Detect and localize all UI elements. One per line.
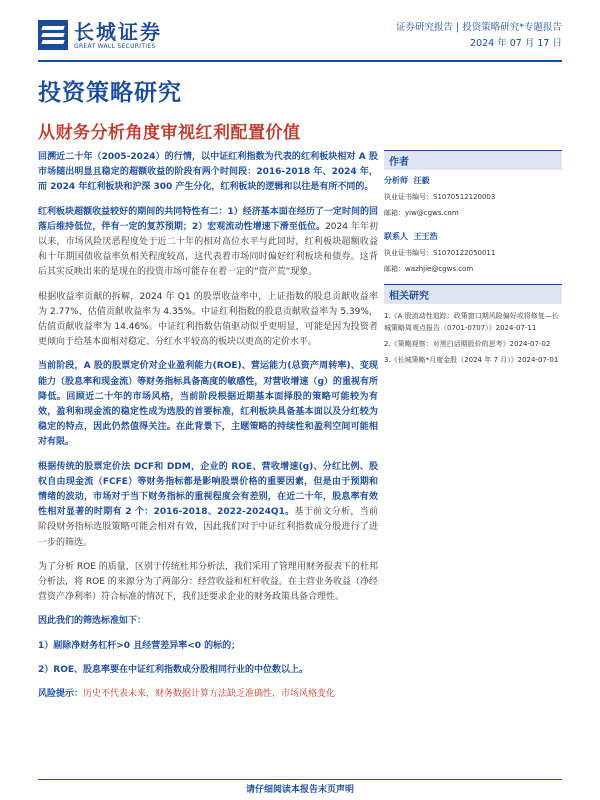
contact-email[interactable]: 邮箱：wazhjie@cgws.com [384,265,474,273]
summary-paragraph-3: 根据收益率贡献的拆解，2024 年 Q1 的股票收益率中，上证指数的股息贡献收益率为 2.77%，估值贡献收益率为 4.35%。中证红利指数的股息贡献收益率为 5.39%，估值贡献收益率为 14.46%。中证红利指数估值驱动似乎更明显，可能是因为投资者更倾向于给基本面相对稳定、分红水平较高的板块以更高的定价水平。 [38,291,378,348]
criteria-item-1: 1）剔除净财务杠杆>0 且经营差异率<0 的标的； [38,640,241,651]
company-logo [38,20,162,50]
contact-role: 联系人 [384,232,408,241]
summary-paragraph-6: 为了分析 ROE 的质量，区别于传统杜邦分析法，我们采用了管理用财务报表下的杜邦分析法，将 ROE 的来源分为了两部分：经营收益和杠杆收益。在主营业务收益（净经营资产净利率）符合标准的情况下，我们还要求企业的财务政策具备合理性。 [38,561,378,603]
contact-name: 王王浩 [413,232,438,241]
paragraph-2-highlight: 红利板块超额收益较好的期间的共同特性有二：1）经济基本面在经历了一定时间的回落后维持低位，伴有一定的复苏预期；2）宏观流动性增速下滑至低位。 [38,206,378,232]
authors-section-header: 作者 [384,150,562,170]
report-category: 证券研究报告 | 投资策略研究*专题报告 [396,22,562,33]
great-wall-logo-icon [38,20,68,50]
logo-chinese-name: 长城证券 [74,19,162,44]
related-research-item[interactable]: 2.《策略观察：对黑白话期股价的思考》2024-07-02 [384,340,551,348]
related-research-item[interactable]: 3.《长城策略*月度金股（2024 年 7 月）》2024-07-01 [384,356,559,364]
report-meta [396,20,562,52]
analyst-role: 分析师 [384,176,408,185]
analyst-cert: 执业证书编号：S1070512120003 [384,193,496,201]
criteria-intro: 因此我们的筛选标准如下： [38,616,147,627]
report-date: 2024 年 07 月 17 日 [470,38,562,49]
analyst [384,176,562,186]
paragraph-5-highlight: 根据传统的股票定价法 DCF和 DDM，企业的 ROE、营收增速(g)、分红比例、股权自由现金流（FCFE）等财务指标都是影响股票价格的重要因素，但是由于预期和情绪的波动，市场对于当下财务指标的重视程度会有差别，在近二十年，股息率有效性相对显著的时期有 2 个：2016-2018、2022-2024Q1。 [38,461,378,518]
paragraph-2-body: 2024 年年初以来，市场风险厌恶程度处于近二十年的相对高位水平与此同时，红利板块超额收益和十年期国债收益率负相关程度较高，这代表着市场同时偏好红利板块和债券。这背后其实反映出来的是现在的投资市场可能存在着一定的“资产荒”现象。 [38,221,379,278]
header-divider [38,60,562,62]
risk-label: 风险提示： [38,689,84,700]
analyst-name: 汪毅 [413,176,430,185]
footer-disclaimer: 请仔细阅读本报告末页声明 [245,785,354,795]
related-research-item[interactable]: 1.《A 股流动性追踪：政策窗口期风险偏好或将修复—长城策略周观点报告（0701-0707）》2024-07-11 [384,312,559,332]
summary-paragraph-4: 当前阶段，A 股的股票定价对企业盈利能力(ROE)、营运能力(总资产周转率)、变现能力（股息率和现金流）等财务指标具备高度的敏感性，对营收增速（g）的重视有所降低。回顾近二十年的市场风格，当前阶段根据近期基本面择股的策略可能较为有效，盈利和现金流的稳定性成为选股的首要标准，红利板块具备基本面以及分红较为稳定的特点，因此仍然值得关注。在此背景下，主题策略的持续性和盈利空间可能相对有限。 [38,361,378,448]
report-type-title: 投资策略研究 [38,80,182,106]
related-research-header: 相关研究 [384,284,562,304]
footer-divider [38,779,562,780]
summary-paragraph-1: 回溯近二十年（2005-2024）的行情，以中证红利指数为代表的红利板块相对 A 股市场随出明显且稳定的超额收益的阶段有两个时间段：2016-2018 年、2024 年，而 2024 年红利板块和沪深 300 产生分化，红利板块的逻辑和以往是有所不同的。 [38,152,378,193]
sidebar [384,150,562,370]
risk-warning [38,687,378,702]
contact-cert: 执业证书编号：S1070122050011 [384,249,496,257]
analyst-email[interactable]: 邮箱：yiw@cgws.com [384,209,459,217]
risk-text: 历史不代表未来，财务数据计算方法缺乏准确性，市场风格变化 [83,689,336,700]
paragraph-5-body: 基于前文分析，当前阶段财务指标选股策略可能会相对有效，因此我们对于中证红利指数成分股进行了进一步的筛选。 [38,507,378,548]
main-content [38,150,378,711]
criteria-item-2: 2）ROE、股息率要在中证红利指数成分股相同行业的中位数以上。 [38,664,308,675]
logo-english-name: GREAT WALL SECURITIES [74,42,156,50]
summary-paragraph-5 [38,460,378,551]
summary-paragraph-2 [38,205,378,281]
contact [384,232,562,242]
report-headline: 从财务分析角度审视红利配置价值 [38,123,301,143]
